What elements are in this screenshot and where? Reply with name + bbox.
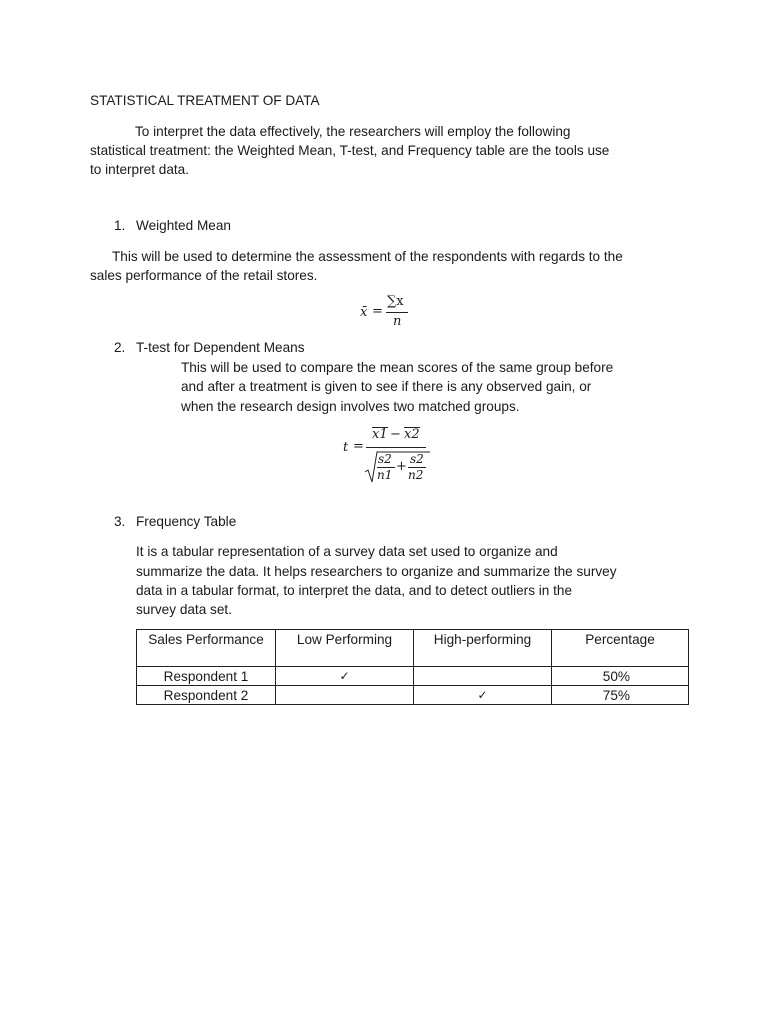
section-number: 3. xyxy=(114,514,126,529)
checkmark-icon: ✓ xyxy=(339,669,350,683)
intro-line: to interpret data. xyxy=(90,162,189,177)
percentage-cell: 50% xyxy=(552,667,689,686)
column-header: Sales Performance xyxy=(137,630,276,667)
section-body-line: and after a treatment is given to see if there is any observed gain, or xyxy=(181,379,592,394)
percentage-cell: 75% xyxy=(552,686,689,705)
table-row xyxy=(137,667,689,686)
mean-x1: x1 xyxy=(372,427,388,442)
formula-plus: + xyxy=(396,459,407,474)
section-title: T-test for Dependent Means xyxy=(136,340,305,355)
formula-lhs: x̄ xyxy=(360,305,368,320)
formula-equals: = xyxy=(372,304,383,319)
section-body-line: sales performance of the retail stores. xyxy=(90,268,318,283)
frequency-table xyxy=(136,629,689,705)
page-title: STATISTICAL TREATMENT OF DATA xyxy=(90,93,320,108)
mean-x2: x2 xyxy=(404,427,420,442)
intro-line: To interpret the data effectively, the researchers will employ the following xyxy=(135,124,571,139)
sample-size-b: n2 xyxy=(408,468,424,482)
high-performing-cell xyxy=(414,667,552,686)
formula-lhs: t xyxy=(343,440,349,455)
formula-minus: − xyxy=(390,427,401,442)
formula-numerator: ∑x xyxy=(387,294,404,309)
section-number: 1. xyxy=(114,218,126,233)
sample-size-a: n1 xyxy=(377,468,393,482)
low-performing-cell xyxy=(276,667,414,686)
fraction-bar xyxy=(386,312,408,313)
variance-a: s2 xyxy=(378,452,392,466)
variance-b: s2 xyxy=(410,452,424,466)
section-title: Frequency Table xyxy=(136,514,237,529)
formula-equals: = xyxy=(353,439,364,454)
section-number: 2. xyxy=(114,340,126,355)
section-body-line: summarize the data. It helps researchers to organize and summarize the survey xyxy=(136,564,617,579)
section-body-line: This will be used to determine the assessment of the respondents with regards to the xyxy=(112,249,623,264)
section-body-line: It is a tabular representation of a survey data set used to organize and xyxy=(136,544,558,559)
fraction-bar xyxy=(366,447,426,448)
section-body-line: survey data set. xyxy=(136,602,232,617)
row-label: Respondent 2 xyxy=(137,686,276,705)
low-performing-cell xyxy=(276,686,414,705)
high-performing-cell xyxy=(414,686,552,705)
checkmark-icon: ✓ xyxy=(477,688,488,702)
table-header-row xyxy=(137,630,689,667)
row-label: Respondent 1 xyxy=(137,667,276,686)
intro-line: statistical treatment: the Weighted Mean, T-test, and Frequency table are the tools use xyxy=(90,143,610,158)
column-header: Percentage xyxy=(552,630,689,667)
section-body-line: This will be used to compare the mean scores of the same group before xyxy=(181,360,614,375)
formula-denominator: n xyxy=(393,314,402,329)
column-header: Low Performing xyxy=(276,630,414,667)
section-title: Weighted Mean xyxy=(136,218,231,233)
section-body-line: when the research design involves two matched groups. xyxy=(181,399,520,414)
column-header: High-performing xyxy=(414,630,552,667)
section-body-line: data in a tabular format, to interpret the data, and to detect outliers in the xyxy=(136,583,573,598)
table-row xyxy=(137,686,689,705)
